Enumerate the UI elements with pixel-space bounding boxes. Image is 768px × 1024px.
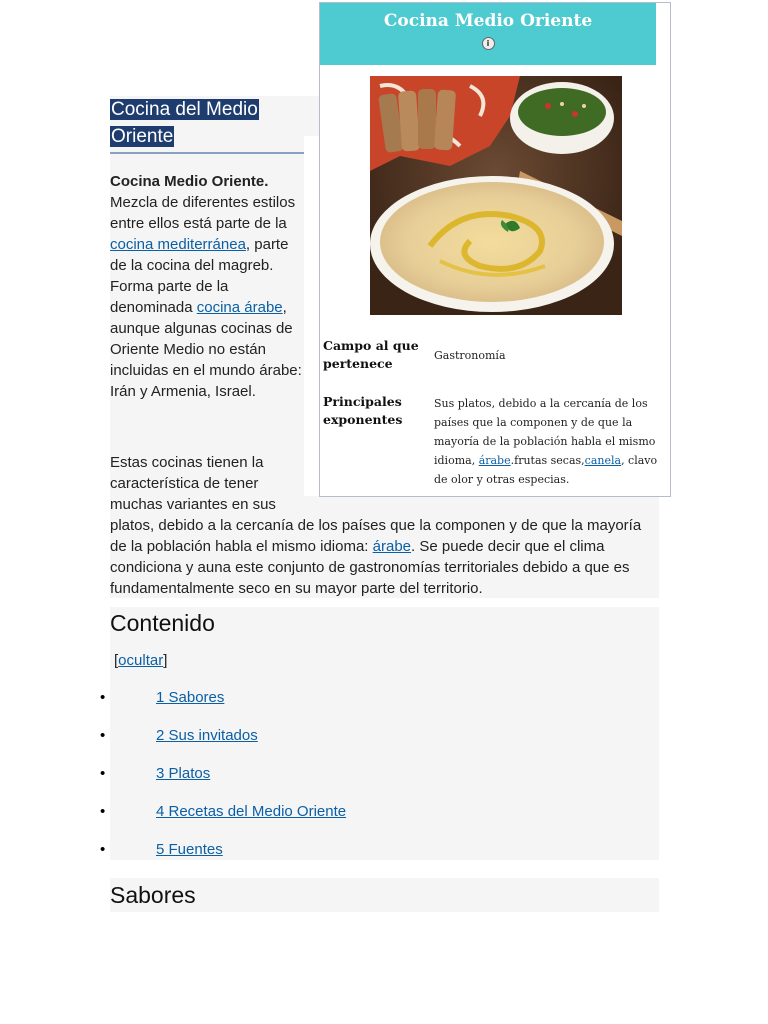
bullet-icon: • [100, 841, 106, 858]
toc-link-fuentes[interactable]: 5 Fuentes [156, 841, 223, 858]
second-paragraph-rest [110, 515, 662, 599]
infobox [319, 2, 671, 497]
toc-link-platos[interactable]: 3 Platos [156, 765, 211, 782]
second-text-2: platos, debido a la cercanía de los países que la componen y de que la mayoría de la población habla el mismo idioma: [110, 517, 642, 555]
toc-link-recetas[interactable]: 4 Recetas del Medio Oriente [156, 803, 347, 820]
infobox-row-value [434, 394, 668, 489]
infobox-value-text: , clavo de olor y otras especias. [434, 454, 658, 486]
section-heading-sabores: Sabores [110, 882, 196, 908]
infobox-link-arabe[interactable]: árabe [478, 454, 511, 467]
toc-heading: Contenido [110, 610, 215, 636]
toc-toggle-bracket: ] [163, 652, 168, 669]
bullet-icon: • [100, 689, 106, 706]
second-paragraph-start [110, 452, 304, 515]
infobox-row-label: Principales exponentes [323, 394, 403, 427]
intro-bold-term: Cocina Medio Oriente. [110, 173, 269, 190]
toc-link-sabores[interactable]: 1 Sabores [156, 689, 225, 706]
bullet-icon: • [100, 727, 106, 744]
hummus-image [370, 76, 622, 315]
second-text-1: Estas cocinas tienen la característica de tener muchas variantes en sus [110, 454, 276, 513]
page-title-text: Cocina del Medio Oriente [111, 99, 258, 147]
info-icon[interactable]: i [482, 37, 495, 50]
infobox-row-value: Gastronomía [434, 349, 506, 362]
link-cocina-arabe[interactable]: cocina árabe [196, 299, 283, 316]
infobox-title: Cocina Medio Oriente [383, 11, 593, 31]
infobox-header [320, 3, 656, 65]
intro-text-1: Mezcla de diferentes estilos entre ellos está parte de la [110, 194, 296, 232]
link-arabe[interactable]: árabe [372, 538, 412, 555]
page-title [110, 96, 304, 154]
bullet-icon: • [100, 765, 106, 782]
intro-text-2: , parte de la cocina del magreb. Forma parte de la denominada [110, 236, 289, 316]
toc-toggle [114, 651, 167, 671]
toc-toggle-bracket: [ [114, 652, 119, 669]
intro-text-3: , aunque algunas cocinas de Oriente Medio no están incluidas en el mundo árabe: Irán y Armenia, Israel. [110, 299, 302, 400]
intro-paragraph [110, 171, 304, 402]
infobox-value-text: Sus platos, debido a la cercanía de los países que la componen y de que la mayoría de la población habla el mismo idioma, [434, 397, 656, 467]
bullet-icon: • [100, 803, 106, 820]
toc-hide-link[interactable]: ocultar [118, 652, 164, 669]
toc-link-invitados[interactable]: 2 Sus invitados [156, 727, 258, 744]
infobox-value-text: .frutas secas, [510, 454, 585, 467]
second-text-3: . Se puede decir que el clima condiciona y auna este conjunto de gastronomías territoriales debido a que es fundamentalmente seco en su mayor parte del territorio. [110, 538, 630, 597]
link-cocina-mediterranea[interactable]: cocina mediterránea [110, 236, 246, 253]
food-photo [370, 76, 622, 315]
infobox-row-label: Campo al que pertenece [323, 338, 419, 371]
infobox-link-canela[interactable]: canela [584, 454, 622, 467]
